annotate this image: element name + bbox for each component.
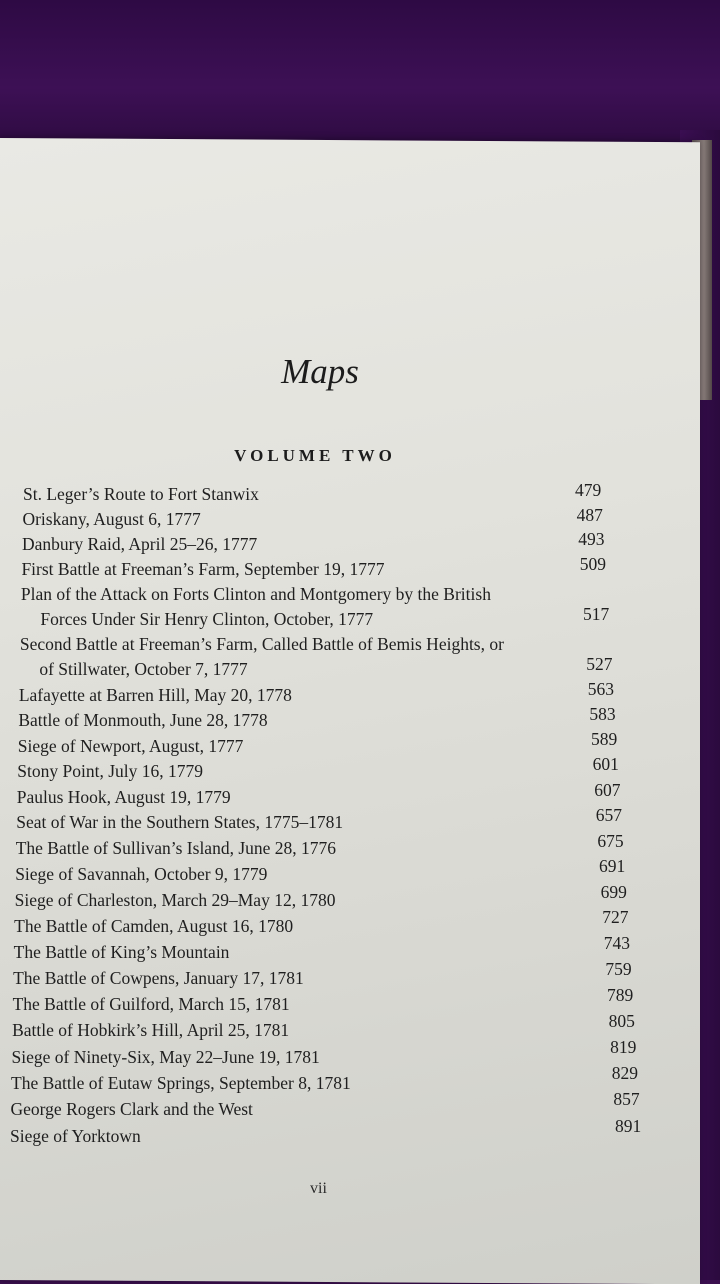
map-title: Siege of Newport, August, 1777 <box>17 735 244 756</box>
map-title: The Battle of Eutaw Springs, September 8, 1781 <box>11 1072 351 1093</box>
map-page-number: 691 <box>598 856 626 877</box>
map-title: The Battle of Sullivan’s Island, June 28, 1776 <box>15 838 337 859</box>
map-title: St. Leger’s Route to Fort Stanwix <box>23 484 259 504</box>
map-page-number: 583 <box>589 703 616 724</box>
map-title: First Battle at Freeman’s Farm, September 19, 1777 <box>21 558 385 579</box>
map-page-number: 699 <box>600 881 627 902</box>
map-title: Plan of the Attack on Forts Clinton and Montgomery by the British <box>20 583 491 604</box>
section-heading: VOLUME TWO <box>234 446 396 465</box>
map-page-number: 819 <box>610 1037 637 1058</box>
map-title: Forces Under Sir Henry Clinton, October, 1777 <box>40 608 374 629</box>
map-page-number: 601 <box>592 754 619 775</box>
map-title: The Battle of Guilford, March 15, 1781 <box>12 994 290 1014</box>
map-title: Siege of Charleston, March 29–May 12, 1780 <box>14 889 336 910</box>
map-title: Stony Point, July 16, 1779 <box>17 761 203 782</box>
map-page-number: 805 <box>608 1010 635 1031</box>
map-page-number: 607 <box>594 779 621 800</box>
map-page-number: 487 <box>576 504 603 525</box>
map-page-number: 759 <box>605 959 632 980</box>
map-title: Lafayette at Barren Hill, May 20, 1778 <box>18 684 292 705</box>
map-page-number: 789 <box>606 985 634 1005</box>
map-page-number: 727 <box>602 907 629 928</box>
map-page-number: 891 <box>615 1115 642 1136</box>
map-page-number: 509 <box>579 553 607 574</box>
map-title: Seat of War in the Southern States, 1775–1781 <box>16 812 344 833</box>
map-title: Siege of Ninety-Six, May 22–June 19, 1781 <box>11 1046 320 1067</box>
map-title: George Rogers Clark and the West <box>10 1099 253 1120</box>
map-title: The Battle of Cowpens, January 17, 1781 <box>13 967 304 988</box>
map-title: Siege of Yorktown <box>10 1125 141 1146</box>
map-title: Danbury Raid, April 25–26, 1777 <box>21 533 258 554</box>
map-page-number: 493 <box>578 529 605 550</box>
map-title: The Battle of Camden, August 16, 1780 <box>14 915 294 936</box>
map-page-number: 527 <box>586 653 613 674</box>
map-page-number: 563 <box>587 678 615 699</box>
map-page-number: 589 <box>590 729 618 749</box>
map-page-number: 657 <box>595 805 623 826</box>
map-page-number: 675 <box>597 830 624 851</box>
map-title: Paulus Hook, August 19, 1779 <box>16 786 231 807</box>
map-title: The Battle of King’s Mountain <box>13 941 230 962</box>
map-title: Second Battle at Freeman’s Farm, Called Battle of Bemis Heights, or <box>19 634 504 655</box>
map-page-number: 517 <box>582 603 610 624</box>
page-title: Maps <box>281 352 359 391</box>
page-number: vii <box>310 1180 327 1197</box>
map-title: Battle of Monmouth, June 28, 1778 <box>18 710 268 731</box>
map-title: Oriskany, August 6, 1777 <box>22 508 201 529</box>
map-title: Battle of Hobkirk’s Hill, April 25, 1781 <box>12 1020 290 1041</box>
map-page-number: 829 <box>611 1063 639 1084</box>
map-title: Siege of Savannah, October 9, 1779 <box>15 863 268 884</box>
map-page-number: 857 <box>613 1089 640 1110</box>
map-page-number: 479 <box>575 480 602 500</box>
map-title: of Stillwater, October 7, 1777 <box>39 659 248 680</box>
map-page-number: 743 <box>603 933 631 954</box>
